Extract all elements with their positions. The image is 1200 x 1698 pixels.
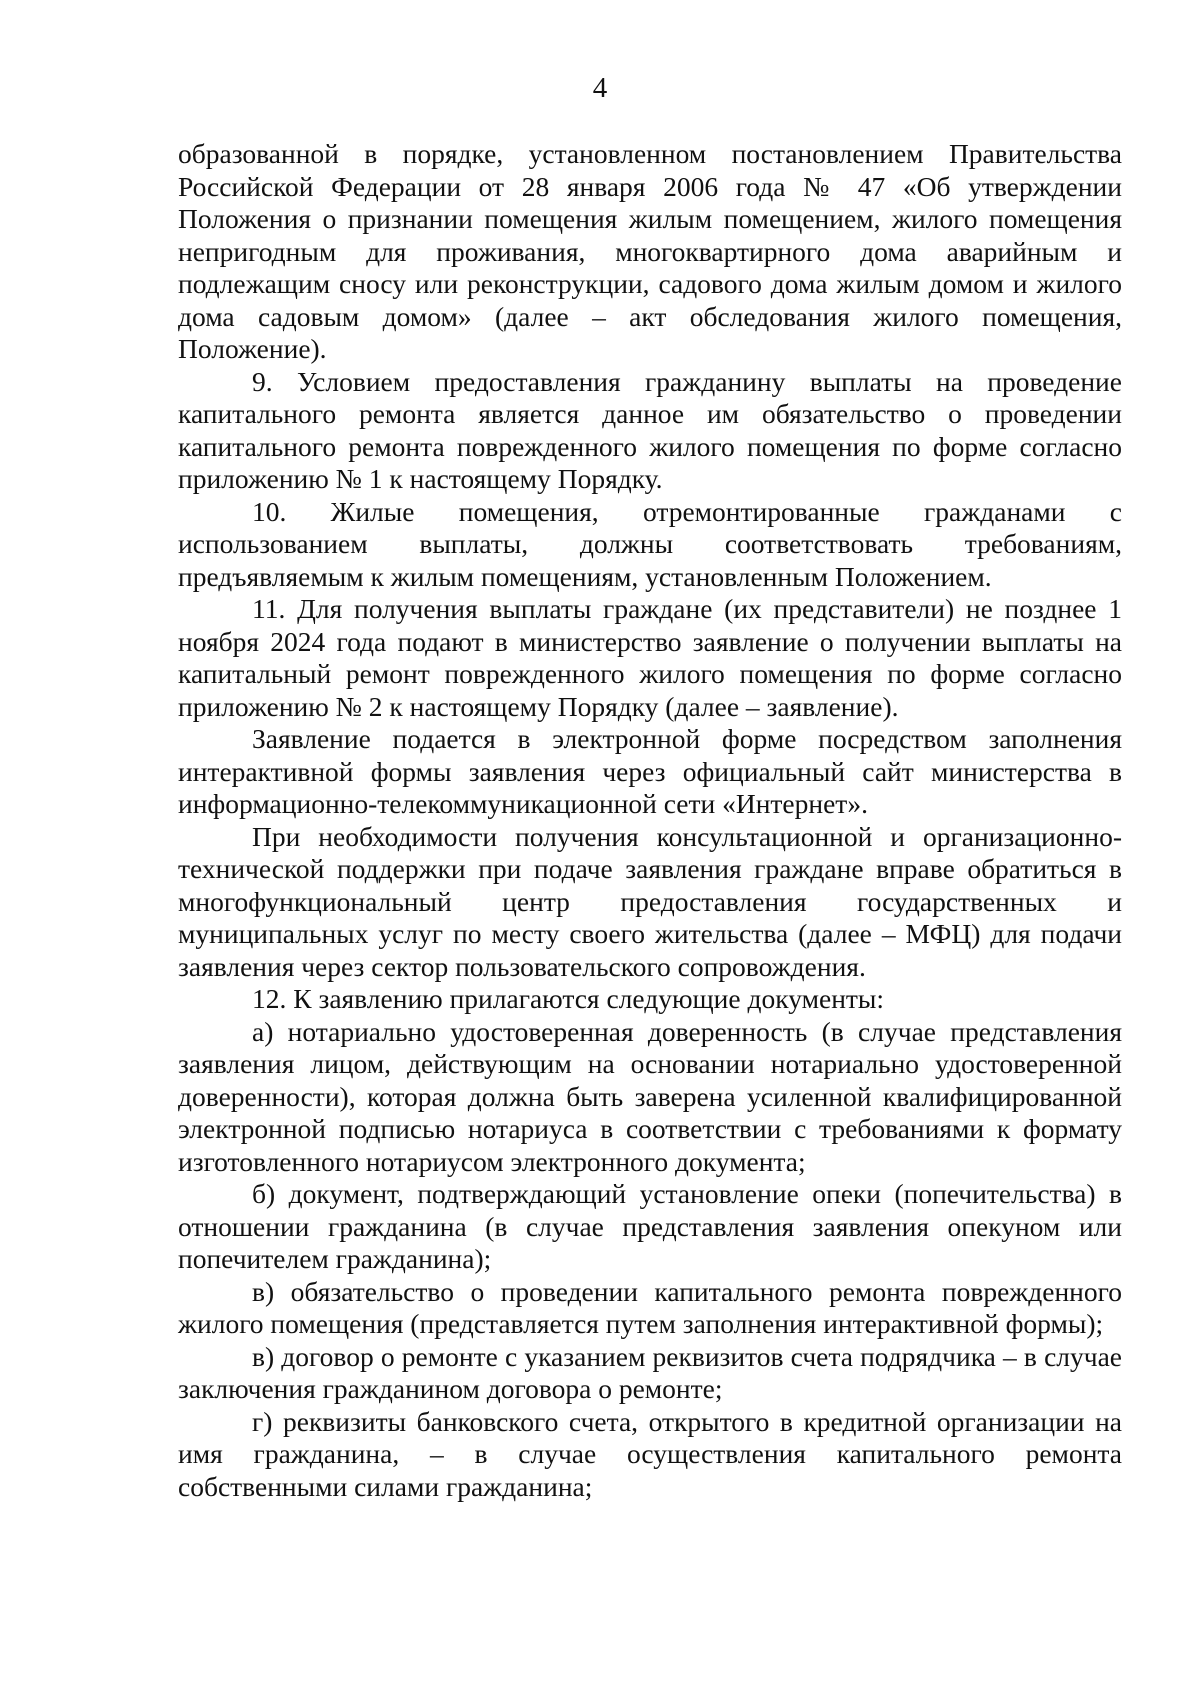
paragraph-application-form: Заявление подается в электронной форме посредством заполнения интерактивной формы заявления через официальный сайт министерства в информационно-телекоммуникационной сети «Интернет».	[178, 723, 1122, 819]
paragraph-item-9: 9. Условием предоставления гражданину выплаты на проведение капитального ремонта является данное им обязательство о проведении капитального ремонта поврежденного жилого помещения по форме согласно приложению № 1 к настоящему Порядку.	[178, 365, 1122, 494]
page-number: 4	[592, 72, 608, 104]
paragraph-item-10: 10. Жилые помещения, отремонтированные гражданами с использованием выплаты, должны соответствовать требованиям, предъявляемым к жилым помещениям, установленным Положением.	[178, 495, 1122, 592]
list-item-v-contract: в) договор о ремонте с указанием реквизитов счета подрядчика – в случае заключения гражданином договора о ремонте;	[178, 1340, 1122, 1404]
list-item-g: г) реквизиты банковского счета, открытого в кредитной организации на имя гражданина, – в случае осуществления капитального ремонта собственными силами гражданина;	[178, 1405, 1122, 1502]
list-item-v-obligation: в) обязательство о проведении капитального ремонта поврежденного жилого помещения (представляется путем заполнения интерактивной формы);	[178, 1275, 1122, 1339]
document-body	[178, 138, 1122, 1503]
paragraph-continuation: образованной в порядке, установленном постановлением Правительства Российской Федерации от 28 января 2006 года № 47 «Об утверждении Положения о признании помещения жилым помещением, жилого помещения непригодным для проживания, многоквартирного дома аварийным и подлежащим сносу или реконструкции, садового дома жилым домом и жилого дома садовым домом» (далее – акт обследования жилого помещения, Положение).	[178, 138, 1122, 364]
list-item-b: б) документ, подтверждающий установление опеки (попечительства) в отношении гражданина (в случае представления заявления опекуном или попечителем гражданина);	[178, 1178, 1122, 1274]
paragraph-item-12: 12. К заявлению прилагаются следующие документы:	[252, 983, 885, 1014]
paragraph-mfc-support: При необходимости получения консультационной и организационно-технической поддержки при подаче заявления граждане вправе обратиться в многофункциональный центр предоставления государственных и муниципальных услуг по месту своего жительства (далее – МФЦ) для подачи заявления через сектор пользовательского сопровождения.	[178, 820, 1122, 982]
list-item-a: а) нотариально удостоверенная доверенность (в случае представления заявления лицом, действующим на основании нотариально удостоверенной доверенности), которая должна быть заверена усиленной квалифицированной электронной подписью нотариуса в соответствии с требованиями к формату изготовленного нотариусом электронного документа;	[178, 1015, 1122, 1177]
paragraph-item-11: 11. Для получения выплаты граждане (их представители) не позднее 1 ноября 2024 года подают в министерство заявление о получении выплаты на капитальный ремонт поврежденного жилого помещения по форме согласно приложению № 2 к настоящему Порядку (далее – заявление).	[178, 593, 1122, 722]
